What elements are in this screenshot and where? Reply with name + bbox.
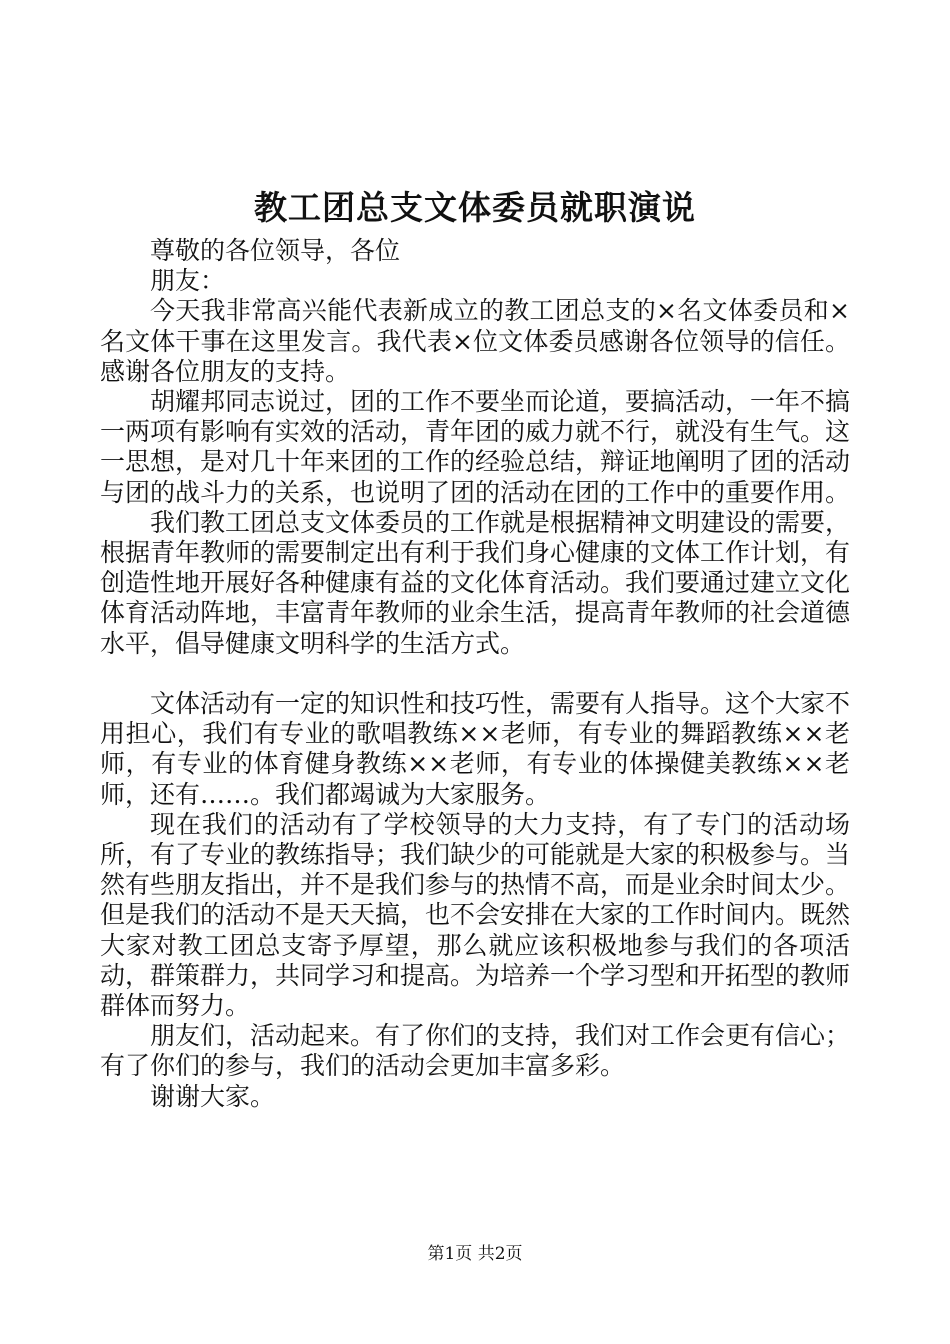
paragraph-5: 现在我们的活动有了学校领导的大力支持，有了专门的活动场所，有了专业的教练指导；我们缺少的可能就是大家的积极参与。当然有些朋友指出，并不是我们参与的热情不高，而是业余时间太少。但是我们的活动不是天天搞，也不会安排在大家的工作时间内。既然大家对教工团总支寄予厚望，那么就应该积极地参与我们的各项活动，群策群力，共同学习和提高。为培养一个学习型和开拓型的教师群体而努力。 xyxy=(100,809,851,1021)
document-title: 教工团总支文体委员就职演说 xyxy=(254,188,696,227)
paragraph-6: 朋友们，活动起来。有了你们的支持，我们对工作会更有信心；有了你们的参与，我们的活动会更加丰富多彩。 xyxy=(100,1021,851,1081)
page-footer: 第1页 共2页 xyxy=(427,1244,523,1264)
paragraph-1: 今天我非常高兴能代表新成立的教工团总支的×名文体委员和×名文体干事在这里发言。我代表×位文体委员感谢各位领导的信任。感谢各位朋友的支持。 xyxy=(100,296,850,386)
greeting-line-1: 尊敬的各位领导，各位 xyxy=(150,236,401,265)
paragraph-2: 胡耀邦同志说过，团的工作不要坐而论道，要搞活动，一年不搞一两项有影响有实效的活动，青年团的威力就不行，就没有生气。这一思想，是对几十年来团的工作的经验总结，辩证地阐明了团的活动与团的战斗力的关系，也说明了团的活动在团的工作中的重要作用。 xyxy=(100,387,851,507)
paragraph-closing: 谢谢大家。 xyxy=(150,1081,276,1111)
document-body xyxy=(100,236,850,1112)
paragraph-spacer xyxy=(100,659,850,689)
paragraph-4: 文体活动有一定的知识性和技巧性，需要有人指导。这个大家不用担心，我们有专业的歌唱教练××老师，有专业的舞蹈教练××老师，有专业的体育健身教练××老师，有专业的体操健美教练××老师，还有……。我们都竭诚为大家服务。 xyxy=(100,689,851,809)
greeting-line-2: 朋友： xyxy=(150,266,226,296)
paragraph-3: 我们教工团总支文体委员的工作就是根据精神文明建设的需要，根据青年教师的需要制定出有利于我们身心健康的文体工作计划，有创造性地开展好各种健康有益的文化体育活动。我们要通过建立文化体育活动阵地，丰富青年教师的业余生活，提高青年教师的社会道德水平，倡导健康文明科学的生活方式。 xyxy=(100,507,851,658)
